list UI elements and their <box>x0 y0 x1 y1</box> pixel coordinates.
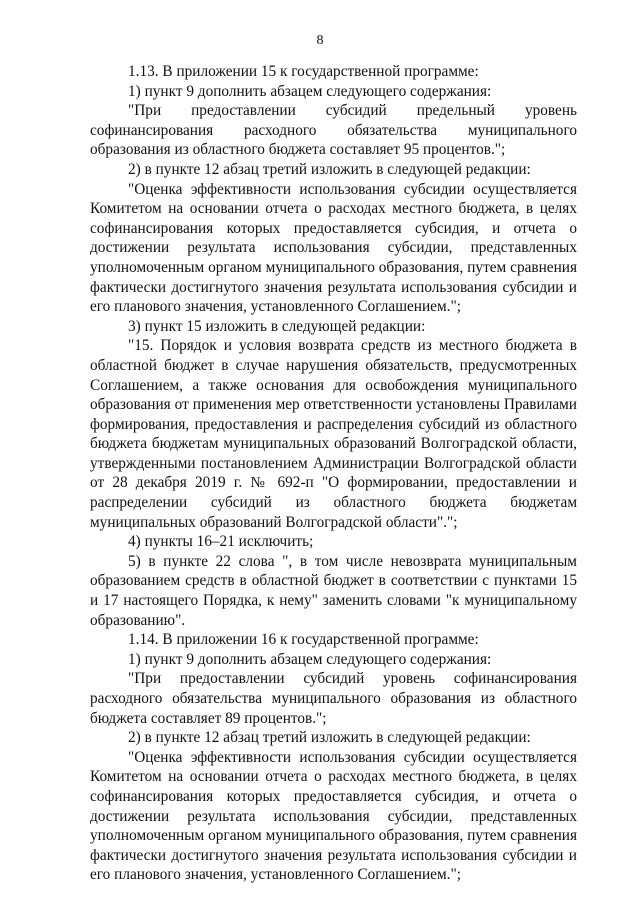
list-item-paragraph: 2) в пункте 12 абзац третий изложить в следующей редакции: <box>128 729 531 747</box>
list-item-paragraph: 2) в пункте 12 абзац третий изложить в следующей редакции: <box>128 160 531 178</box>
list-item-paragraph: 5) в пункте 22 слова ", в том числе невозврата муниципальным образованием средств в областной бюджет в соответствии с пунктами 15 и 17 настоящего Порядка, к нему" заменить словами "к муниципальному образованию". <box>90 552 577 629</box>
quoted-paragraph: "Оценка эффективности использования субсидии осуществляется Комитетом на основании отчета о расходах местного бюджета, в целях софинансирования которых предоставляется субсидия, и отчета о достижении результата использования субсидии, представленных уполномоченным органом муниципального образования, путем сравнения фактически достигнутого значения результата использования субсидии и его планового значения, установленного Соглашением."; <box>90 180 577 316</box>
quoted-paragraph: "При предоставлении субсидий предельный уровень софинансирования расходного обязательства муниципального образования из областного бюджета составляет 95 процентов."; <box>90 102 577 159</box>
list-item-paragraph: 1) пункт 9 дополнить абзацем следующего содержания: <box>128 650 492 668</box>
list-item-paragraph: 4) пункты 16–21 исключить; <box>128 533 314 551</box>
quoted-paragraph: "15. Порядок и условия возврата средств из местного бюджета в областной бюджет в случае нарушения обязательств, предусмотренных Соглашением, а также основания для освобождения муниципального образования от применения мер ответственности установлены Правилами формирования, предоставления и распределения субсидий из областного бюджета бюджетам муниципальных образований Волгоградской области, утвержденными постановлением Администрации Волгоградской области от 28 декабря 2019 г. № 692-п "О формировании, предоставлении и распределении субсидий из областного бюджета бюджетам муниципальных образований Волгоградской области"."; <box>90 337 577 531</box>
page-number: 8 <box>316 33 324 48</box>
section-heading-1-13: 1.13. В приложении 15 к государственной программе: <box>128 63 479 80</box>
document-body <box>90 62 577 885</box>
section-heading-1-14: 1.14. В приложении 16 к государственной программе: <box>128 631 479 649</box>
quoted-paragraph: "При предоставлении субсидий уровень софинансирования расходного обязательства муниципального образования из областного бюджета составляет 89 процентов."; <box>90 670 577 727</box>
quoted-paragraph: "Оценка эффективности использования субсидии осуществляется Комитетом на основании отчета о расходах местного бюджета, в целях софинансирования которых предоставляется субсидия, и отчета о достижении результата использования субсидии, представленных уполномоченным органом муниципального образования, путем сравнения фактически достигнутого значения результата использования субсидии и его планового значения, установленного Соглашением."; <box>90 748 577 884</box>
list-item-paragraph: 1) пункт 9 дополнить абзацем следующего содержания: <box>128 82 492 100</box>
list-item-paragraph: 3) пункт 15 изложить в следующей редакции: <box>128 317 426 335</box>
